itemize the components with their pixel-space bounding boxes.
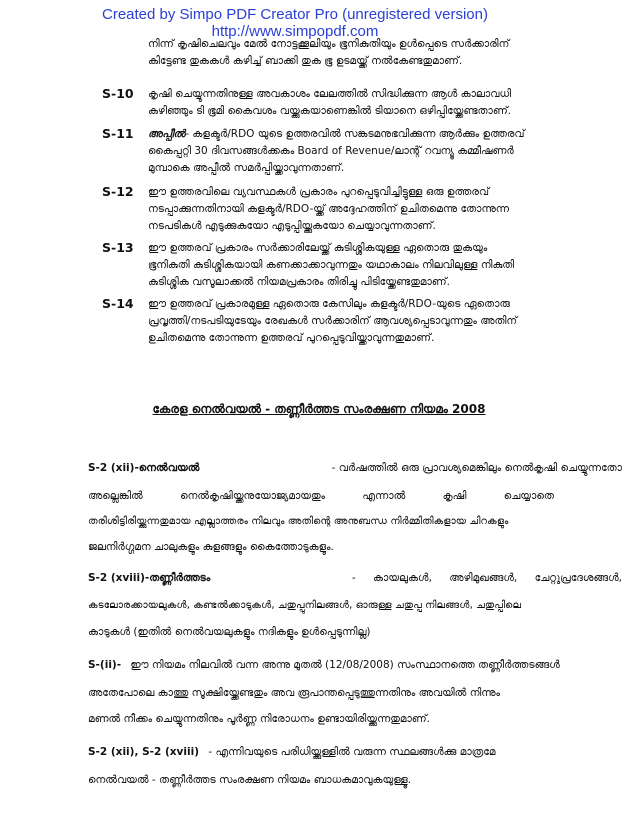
section-text	[148, 296, 618, 347]
section-id: S-10	[102, 86, 134, 101]
section-line: കുടിശ്ശിക വസൂലാക്കൽ നിയമപ്രകാരം തിരിച്ചു പിടിയ്ക്കേണ്ടതുമാണ്.	[148, 276, 450, 288]
section-line: ഈ ഉത്തരവ് പ്രകാരം സർക്കാരിലേയ്ക്ക് കുടിശ്ശികയുള്ള ഏതൊരു തുകയും	[148, 242, 488, 254]
applicability-line-1	[88, 746, 622, 759]
conservation-line-3: മണൽ നീക്കം ചെയ്യുന്നതിനും പൂർണ്ണ നിരോധനം ഉണ്ടായിരിയ്ക്കുന്നതുമാണ്.	[88, 713, 430, 725]
paddy-land-text: - വർഷത്തിൽ ഒരു പ്രാവശ്യമെങ്കിലും നെൽകൃഷി ചെയ്യുന്നതോ	[331, 462, 622, 474]
section-id: S-14	[102, 296, 134, 311]
act-heading: കേരള നെൽവയൽ - തണ്ണീർത്തട സംരക്ഷണ നിയമം 2008	[152, 402, 486, 416]
paddy-land-term: S-2 (xii)-നെൽവയൽ	[88, 462, 200, 474]
wetland-definition-line-1	[88, 572, 622, 585]
wetland-definition-line-2: കടലോരക്കായലുകൾ, കണ്ടൽക്കാടുകൾ, ചതുപ്പുനിലങ്ങൾ, ഓരുള്ള ചതുപ്പ നിലങ്ങൾ, ചതുപ്പിലെ	[88, 600, 522, 611]
paddy-land-definition-line-4: ജലനിർഗ്ഗമന ചാലുകളും കുളങ്ങളും കൈത്തോടുകളും.	[88, 541, 334, 553]
watermark-link[interactable]: http://www.simpopdf.com	[211, 23, 379, 40]
watermark-line-1: Created by Simpo PDF Creator Pro (unregistered version)	[102, 6, 488, 23]
wetland-definition-line-3: കാടുകൾ (ഇതിൽ നെൽവയലുകളും നദികളും ഉൾപ്പെടുന്നില്ല)	[88, 626, 371, 638]
conservation-text: ഈ നിയമം നിലവിൽ വന്ന അന്നു മുതൽ (12/08/2008) സംസ്ഥാനത്തെ തണ്ണീർത്തടങ്ങൾ	[130, 659, 560, 671]
section-line: നടപ്പാക്കുന്നതിനായി കളക്ടർ/RDO-യ്ക്ക് അദ്ദേഹത്തിന് ഉചിതമെന്നു തോന്നുന്ന	[148, 203, 509, 215]
continued-line-2: കിട്ടേണ്ട തുകകൾ കഴിച്ച് ബാക്കി തുക ഭൂ ഉടമയ്ക്ക് നൽകേണ്ടതുമാണ്.	[148, 55, 463, 67]
continued-paragraph	[148, 36, 618, 70]
section-line: കഴിഞ്ഞും ടി ഭൂമി കൈവശം വയ്ക്കുകയാണെങ്കിൽ ടിയാനെ ഒഴിപ്പിയ്ക്കേണ്ടതാണ്.	[148, 105, 512, 117]
section-text	[148, 126, 618, 177]
paddy-land-definition-line-1	[88, 462, 622, 475]
section-text	[148, 86, 618, 120]
section-line: ഈ ഉത്തരവിലെ വ്യവസ്ഥകൾ പ്രകാരം പുറപ്പെടുവിച്ചിട്ടുള്ള ഒരു ഉത്തരവ്	[148, 186, 489, 198]
applicability-text: - എന്നിവയുടെ പരിധിയ്ക്കുള്ളിൽ വരുന്ന സ്ഥലങ്ങൾക്കു മാത്രമേ	[208, 746, 496, 758]
paddy-land-definition-line-3: തരിശിട്ടിരിയ്ക്കുന്നതുമായ എല്ലാത്തരം നിലവും അതിന്റെ അനുബന്ധ നിർമ്മിതികളായ ചിറകളും	[88, 516, 509, 527]
conservation-term: S-(ii)-	[88, 659, 122, 671]
section-text	[148, 184, 618, 235]
section-line: ഈ ഉത്തരവ് പ്രകാരമുള്ള ഏതൊരു കേസിലും കളക്ടർ/RDO-യുടെ ഏതൊരു	[148, 298, 510, 310]
conservation-line-1	[88, 659, 622, 672]
paddy-land-definition-line-2: അല്ലെങ്കിൽ നെൽകൃഷിയ്ക്കനുയോജ്യമായതും എന്നാൽ കൃഷി ചെയ്യാതെ	[88, 490, 554, 502]
conservation-line-2: അതേപോലെ കാത്തു സൂക്ഷിയ്ക്കേണ്ടതും അവ രൂപാന്തപ്പെടുത്തുന്നതിനും അവയിൽ നിന്നും	[88, 687, 501, 699]
section-line: മുമ്പാകെ അപ്പീൽ സമർപ്പിയ്ക്കാവുന്നതാണ്.	[148, 162, 345, 174]
section-line: നടപടികൾ എടുക്കുകയോ എടുപ്പിയ്ക്കുകയോ ചെയ്യാവുന്നതാണ്.	[148, 220, 436, 232]
appeal-label: അപ്പീൽ	[148, 128, 186, 140]
appeal-text: - കളക്ടർ/RDO യുടെ ഉത്തരവിൽ സങ്കടമനുഭവിക്കുന്ന ആർക്കും ഉത്തരവ്	[185, 128, 525, 140]
applicability-line-2: നെൽവയൽ - തണ്ണീർത്തട സംരക്ഷണ നിയമം ബാധകമാവുകയുള്ളൂ.	[88, 774, 412, 786]
watermark	[0, 6, 590, 40]
continued-line-1: നിന്ന് കൃഷിചെലവും മേൽ നോട്ടക്കൂലിയും ഭൂനികുതിയും ഉൾപ്പെടെ സർക്കാരിന്	[148, 38, 510, 50]
section-line: ഉചിതമെന്നു തോന്നുന്ന ഉത്തരവ് പുറപ്പെടുവിയ്ക്കാവുന്നതുമാണ്.	[148, 332, 435, 344]
wetland-text: - കായലുകൾ, അഴിമുഖങ്ങൾ, ചേറ്റുപ്രദേശങ്ങൾ,	[351, 572, 622, 584]
section-line: കൈപ്പറ്റി 30 ദിവസങ്ങൾക്കകം Board of Revenue/ലാന്റ് റവന്യൂ കമ്മീഷണർ	[148, 145, 514, 157]
section-id: S-12	[102, 184, 134, 199]
section-text	[148, 240, 618, 291]
applicability-term: S-2 (xii), S-2 (xviii)	[88, 746, 199, 758]
section-id: S-13	[102, 240, 134, 255]
wetland-term: S-2 (xviii)-തണ്ണീർത്തടം	[88, 572, 211, 584]
section-line: പ്രവൃത്തി/നടപടിയുടേയും രേഖകൾ സർക്കാരിന് ആവശ്യപ്പെടാവുന്നതും അതിന്	[148, 315, 518, 327]
section-id: S-11	[102, 126, 134, 141]
section-line: കൃഷി ചെയ്യുന്നതിനുള്ള അവകാശം ലേലത്തിൽ സിദ്ധിക്കുന്ന ആൾ കാലാവധി	[148, 88, 512, 100]
section-line: ഭൂനികുതി കുടിശ്ശികയായി കണക്കാക്കാവുന്നതും യഥാകാലം നിലവിലുള്ള നികുതി	[148, 259, 515, 271]
section-line	[148, 126, 618, 143]
